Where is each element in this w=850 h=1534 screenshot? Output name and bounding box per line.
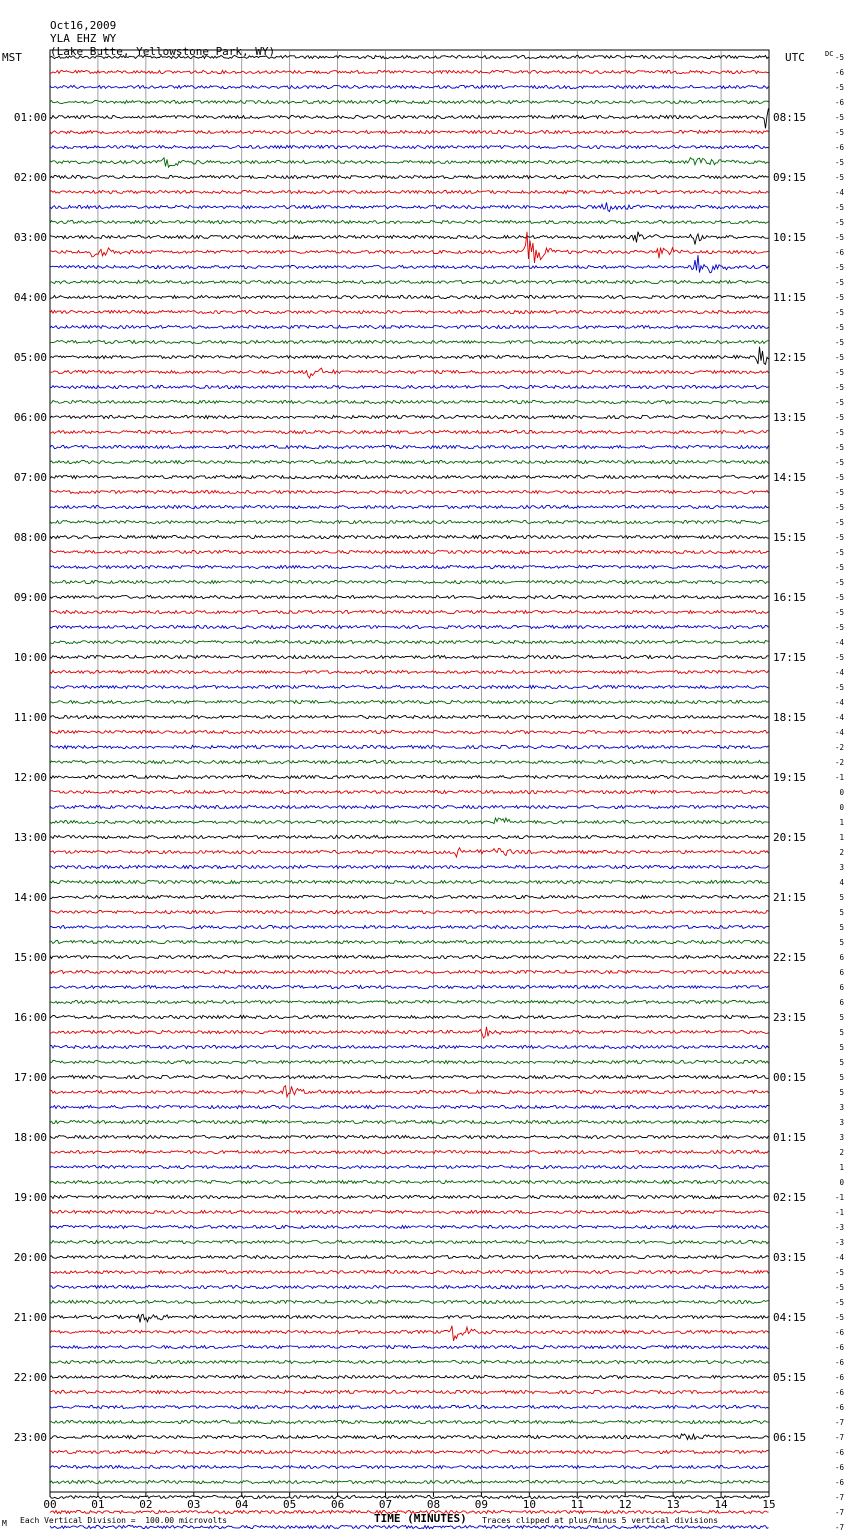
dc-offset-label: -6 (834, 1328, 844, 1337)
dc-offset-label: -5 (834, 398, 844, 407)
dc-offset-label: 3 (839, 1133, 844, 1142)
dc-offset-label: 3 (839, 863, 844, 872)
dc-offset-label: -5 (834, 458, 844, 467)
trace-line (50, 490, 769, 493)
trace-line (50, 940, 769, 943)
right-hour-label: 15:15 (773, 531, 807, 544)
left-hour-label: 23:00 (13, 1431, 47, 1444)
trace-line (50, 895, 769, 898)
scale-note: Each Vertical Division = 100.00 microvolts (20, 1516, 228, 1525)
dc-offset-label: -1 (834, 773, 844, 782)
trace-line (50, 640, 769, 643)
right-hour-label: 00:15 (773, 1071, 807, 1084)
dc-offset-label: 5 (839, 938, 844, 947)
left-hour-label: 21:00 (13, 1311, 47, 1324)
trace-line (50, 848, 769, 857)
trace-line (50, 1450, 769, 1453)
trace-line (50, 730, 769, 733)
trace-line (50, 1270, 769, 1273)
trace-line (50, 1086, 769, 1097)
dc-offset-label: -5 (834, 518, 844, 527)
x-axis-title: TIME (MINUTES) (374, 1512, 467, 1525)
dc-offset-label: 4 (839, 878, 844, 887)
dc-offset-label: -5 (834, 428, 844, 437)
dc-offset-label: -5 (834, 683, 844, 692)
trace-line (50, 1165, 769, 1168)
trace-line (50, 460, 769, 463)
dc-offset-label: -6 (834, 1463, 844, 1472)
trace-line (50, 775, 769, 778)
trace-line (50, 700, 769, 703)
dc-offset-label: 3 (839, 1103, 844, 1112)
dc-offset-label: -3 (834, 1223, 844, 1232)
dc-offset-label: -5 (834, 488, 844, 497)
dc-offset-label: -5 (834, 173, 844, 182)
dc-offset-label: -5 (834, 1283, 844, 1292)
dc-offset-label: 6 (839, 953, 844, 962)
right-hour-label: 20:15 (773, 831, 807, 844)
left-hour-label: 10:00 (13, 651, 47, 664)
dc-offset-label: -5 (834, 563, 844, 572)
dc-offset-label: -5 (834, 53, 844, 62)
right-hour-label: 12:15 (773, 351, 807, 364)
trace-line (50, 295, 769, 298)
trace-line (50, 805, 769, 808)
dc-offset-label: -5 (834, 593, 844, 602)
right-hour-label: 08:15 (773, 111, 807, 124)
x-tick-label: 14 (714, 1498, 728, 1511)
left-hour-label: 08:00 (13, 531, 47, 544)
dc-offset-label: 2 (839, 848, 844, 857)
dc-offset-label: -5 (834, 158, 844, 167)
trace-line (50, 445, 769, 448)
trace-line (50, 670, 769, 673)
dc-offset-label: 5 (839, 1088, 844, 1097)
trace-line (50, 1300, 769, 1303)
trace-line (50, 85, 769, 88)
dc-offset-label: -7 (834, 1433, 844, 1442)
trace-line (50, 505, 769, 508)
x-tick-label: 07 (378, 1498, 393, 1511)
trace-line (50, 232, 769, 263)
dc-offset-label: -5 (834, 218, 844, 227)
dc-offset-label: -6 (834, 1403, 844, 1412)
trace-line (50, 1465, 769, 1468)
dc-offset-label: -6 (834, 98, 844, 107)
dc-offset-label: -7 (834, 1523, 844, 1532)
trace-line (50, 368, 769, 378)
dc-offset-label: -7 (834, 1493, 844, 1502)
dc-offset-label: -4 (834, 638, 844, 647)
left-hour-label: 06:00 (13, 411, 47, 424)
right-hour-label: 05:15 (773, 1371, 807, 1384)
trace-line (50, 595, 769, 598)
dc-offset-label: -7 (834, 1508, 844, 1517)
x-tick-label: 02 (139, 1498, 153, 1511)
trace-line (50, 1075, 769, 1078)
dc-offset-label: 5 (839, 1028, 844, 1037)
dc-offset-label: -6 (834, 68, 844, 77)
trace-line (50, 232, 769, 245)
trace-line (50, 1375, 769, 1378)
trace-line (50, 158, 769, 168)
trace-line (50, 1195, 769, 1198)
trace-line (50, 610, 769, 613)
dc-offset-label: -1 (834, 1208, 844, 1217)
left-hour-label: 12:00 (13, 771, 47, 784)
dc-offset-label: -5 (834, 383, 844, 392)
left-hour-label: 13:00 (13, 831, 47, 844)
right-hour-label: 13:15 (773, 411, 807, 424)
right-hour-label: 06:15 (773, 1431, 807, 1444)
dc-offset-label: -5 (834, 623, 844, 632)
trace-line (50, 325, 769, 328)
dc-offset-label: -5 (834, 323, 844, 332)
trace-line (50, 970, 769, 973)
trace-line (50, 910, 769, 913)
dc-offset-label: 1 (839, 833, 844, 842)
left-hour-label: 07:00 (13, 471, 47, 484)
trace-line (50, 255, 769, 273)
trace-line (50, 818, 769, 824)
dc-offset-label: -4 (834, 188, 844, 197)
trace-line (50, 1210, 769, 1213)
trace-line (50, 130, 769, 133)
dc-offset-label: 0 (839, 1178, 844, 1187)
trace-line (50, 985, 769, 988)
right-hour-label: 04:15 (773, 1311, 807, 1324)
x-tick-label: 03 (187, 1498, 201, 1511)
left-hour-label: 09:00 (13, 591, 47, 604)
dc-offset-label: 6 (839, 983, 844, 992)
trace-line (50, 880, 769, 883)
trace-line (50, 715, 769, 718)
trace-line (50, 1027, 769, 1038)
trace-line (50, 1015, 769, 1018)
trace-line (50, 1345, 769, 1348)
right-hour-label: 14:15 (773, 471, 807, 484)
trace-line (50, 745, 769, 748)
dc-offset-label: -6 (834, 1373, 844, 1382)
trace-line (50, 1390, 769, 1393)
trace-line (50, 190, 769, 193)
trace-line (50, 1434, 769, 1440)
right-hour-label: 11:15 (773, 291, 807, 304)
dc-offset-label: -5 (834, 338, 844, 347)
left-hour-label: 04:00 (13, 291, 47, 304)
x-tick-label: 11 (570, 1498, 584, 1511)
left-hour-label: 14:00 (13, 891, 47, 904)
header-location: (Lake Butte, Yellowstone Park, WY) (50, 45, 276, 58)
dc-offset-label: -5 (834, 353, 844, 362)
left-hour-label: 15:00 (13, 951, 47, 964)
dc-offset-label: 3 (839, 1118, 844, 1127)
trace-line (50, 175, 769, 178)
trace-line (50, 1314, 769, 1322)
clip-note: Traces clipped at plus/minus 5 vertical divisions (482, 1516, 719, 1525)
trace-line (50, 220, 769, 223)
trace-line (50, 790, 769, 793)
trace-line (50, 108, 769, 128)
dc-offset-label: -6 (834, 1343, 844, 1352)
dc-offset-label: -5 (834, 278, 844, 287)
dc-offset-label: 5 (839, 893, 844, 902)
dc-offset-label: 5 (839, 1043, 844, 1052)
header-date: Oct16,2009 (50, 19, 117, 32)
dc-offset-label: -1 (834, 1193, 844, 1202)
trace-line (50, 1326, 769, 1341)
trace-line (50, 1120, 769, 1123)
dc-offset-label: -2 (834, 758, 844, 767)
trace-line (50, 1060, 769, 1063)
trace-line (50, 1360, 769, 1363)
x-tick-label: 15 (762, 1498, 776, 1511)
trace-line (50, 145, 769, 148)
dc-offset-label: 0 (839, 788, 844, 797)
left-hour-label: 19:00 (13, 1191, 47, 1204)
left-hour-label: 22:00 (13, 1371, 47, 1384)
x-tick-label: 12 (618, 1498, 632, 1511)
header-station: YLA EHZ WY (50, 32, 117, 45)
dc-label: DC (825, 50, 834, 58)
left-hour-label: 11:00 (13, 711, 47, 724)
trace-line (50, 475, 769, 478)
right-hour-label: 01:15 (773, 1131, 807, 1144)
dc-offset-label: -6 (834, 1388, 844, 1397)
trace-line (50, 760, 769, 763)
dc-offset-label: 1 (839, 1163, 844, 1172)
x-tick-label: 04 (235, 1498, 249, 1511)
dc-offset-label: -5 (834, 233, 844, 242)
dc-offset-label: -5 (834, 308, 844, 317)
right-hour-label: 03:15 (773, 1251, 807, 1264)
right-hour-label: 17:15 (773, 651, 807, 664)
right-timezone-label: UTC (785, 51, 805, 64)
right-hour-label: 23:15 (773, 1011, 807, 1024)
right-hour-label: 02:15 (773, 1191, 807, 1204)
dc-offset-label: -6 (834, 1478, 844, 1487)
trace-line (50, 865, 769, 868)
dc-offset-label: -5 (834, 578, 844, 587)
dc-offset-label: 5 (839, 908, 844, 917)
trace-line (50, 415, 769, 418)
left-hour-label: 17:00 (13, 1071, 47, 1084)
right-hour-label: 22:15 (773, 951, 807, 964)
trace-line (50, 520, 769, 523)
dc-offset-label: -5 (834, 548, 844, 557)
x-tick-label: 08 (426, 1498, 441, 1511)
dc-offset-label: -5 (834, 368, 844, 377)
trace-line (50, 535, 769, 538)
x-tick-label: 01 (91, 1498, 105, 1511)
right-hour-label: 19:15 (773, 771, 807, 784)
dc-offset-label: -6 (834, 1358, 844, 1367)
left-hour-label: 03:00 (13, 231, 47, 244)
dc-offset-label: -5 (834, 1298, 844, 1307)
dc-offset-label: 5 (839, 1058, 844, 1067)
x-tick-label: 05 (283, 1498, 297, 1511)
trace-line (50, 385, 769, 388)
trace-line (50, 55, 769, 58)
right-hour-label: 09:15 (773, 171, 807, 184)
dc-offset-label: -4 (834, 698, 844, 707)
trace-line (50, 1285, 769, 1288)
trace-line (50, 340, 769, 343)
x-tick-label: 00 (43, 1498, 57, 1511)
dc-offset-label: -4 (834, 668, 844, 677)
dc-offset-label: -7 (834, 1418, 844, 1427)
trace-line (50, 685, 769, 688)
dc-offset-label: -5 (834, 203, 844, 212)
dc-offset-label: -3 (834, 1238, 844, 1247)
dc-offset-label: -5 (834, 293, 844, 302)
dc-offset-label: 6 (839, 998, 844, 1007)
dc-offset-label: 2 (839, 1148, 844, 1157)
left-timezone-label: MST (2, 51, 22, 64)
trace-line (50, 565, 769, 568)
trace-line (50, 310, 769, 313)
dc-offset-label: -5 (834, 443, 844, 452)
trace-line (50, 655, 769, 658)
trace-line (50, 550, 769, 553)
dc-offset-label: 5 (839, 923, 844, 932)
trace-line (50, 1150, 769, 1153)
dc-offset-label: -6 (834, 1448, 844, 1457)
right-hour-label: 16:15 (773, 591, 807, 604)
dc-offset-label: 6 (839, 968, 844, 977)
dc-offset-label: -5 (834, 83, 844, 92)
left-hour-label: 02:00 (13, 171, 47, 184)
dc-offset-label: -5 (834, 128, 844, 137)
trace-line (50, 1480, 769, 1483)
right-hour-label: 18:15 (773, 711, 807, 724)
dc-offset-label: -5 (834, 503, 844, 512)
trace-line (50, 1525, 769, 1528)
dc-offset-label: -5 (834, 413, 844, 422)
trace-line (50, 1405, 769, 1408)
dc-offset-label: -5 (834, 608, 844, 617)
left-hour-label: 01:00 (13, 111, 47, 124)
dc-offset-label: -4 (834, 713, 844, 722)
dc-offset-label: -6 (834, 143, 844, 152)
dc-offset-label: -5 (834, 1268, 844, 1277)
footer-left-mark: M (2, 1519, 7, 1528)
dc-offset-label: -5 (834, 1313, 844, 1322)
right-hour-label: 10:15 (773, 231, 807, 244)
trace-line (50, 1495, 769, 1498)
dc-offset-label: -5 (834, 533, 844, 542)
trace-line (50, 925, 769, 928)
trace-line (50, 625, 769, 628)
trace-line (50, 400, 769, 403)
trace-line (50, 202, 769, 211)
trace-line (50, 1255, 769, 1258)
trace-line (50, 1135, 769, 1138)
dc-offset-label: -6 (834, 248, 844, 257)
trace-line (50, 835, 769, 838)
left-hour-label: 20:00 (13, 1251, 47, 1264)
dc-offset-label: 0 (839, 803, 844, 812)
left-hour-label: 05:00 (13, 351, 47, 364)
trace-line (50, 100, 769, 103)
trace-line (50, 1420, 769, 1423)
dc-offset-label: -5 (834, 473, 844, 482)
trace-line (50, 347, 769, 365)
trace-line (50, 1105, 769, 1108)
trace-line (50, 280, 769, 283)
dc-offset-label: -2 (834, 743, 844, 752)
x-tick-label: 06 (330, 1498, 345, 1511)
dc-offset-label: -5 (834, 653, 844, 662)
trace-line (50, 1000, 769, 1003)
left-hour-label: 16:00 (13, 1011, 47, 1024)
dc-offset-label: 5 (839, 1073, 844, 1082)
left-hour-label: 18:00 (13, 1131, 47, 1144)
trace-line (50, 955, 769, 958)
trace-line (50, 1045, 769, 1048)
dc-offset-label: -5 (834, 113, 844, 122)
trace-line (50, 1240, 769, 1243)
dc-offset-label: 5 (839, 1013, 844, 1022)
x-tick-label: 13 (666, 1498, 680, 1511)
dc-offset-label: 1 (839, 818, 844, 827)
dc-offset-label: -5 (834, 263, 844, 272)
trace-line (50, 580, 769, 583)
dc-offset-label: -4 (834, 728, 844, 737)
x-tick-label: 09 (474, 1498, 489, 1511)
dc-offset-label: -4 (834, 1253, 844, 1262)
trace-line (50, 1180, 769, 1183)
trace-line (50, 430, 769, 433)
trace-line (50, 70, 769, 73)
trace-line (50, 1225, 769, 1228)
x-tick-label: 10 (522, 1498, 536, 1511)
right-hour-label: 21:15 (773, 891, 807, 904)
